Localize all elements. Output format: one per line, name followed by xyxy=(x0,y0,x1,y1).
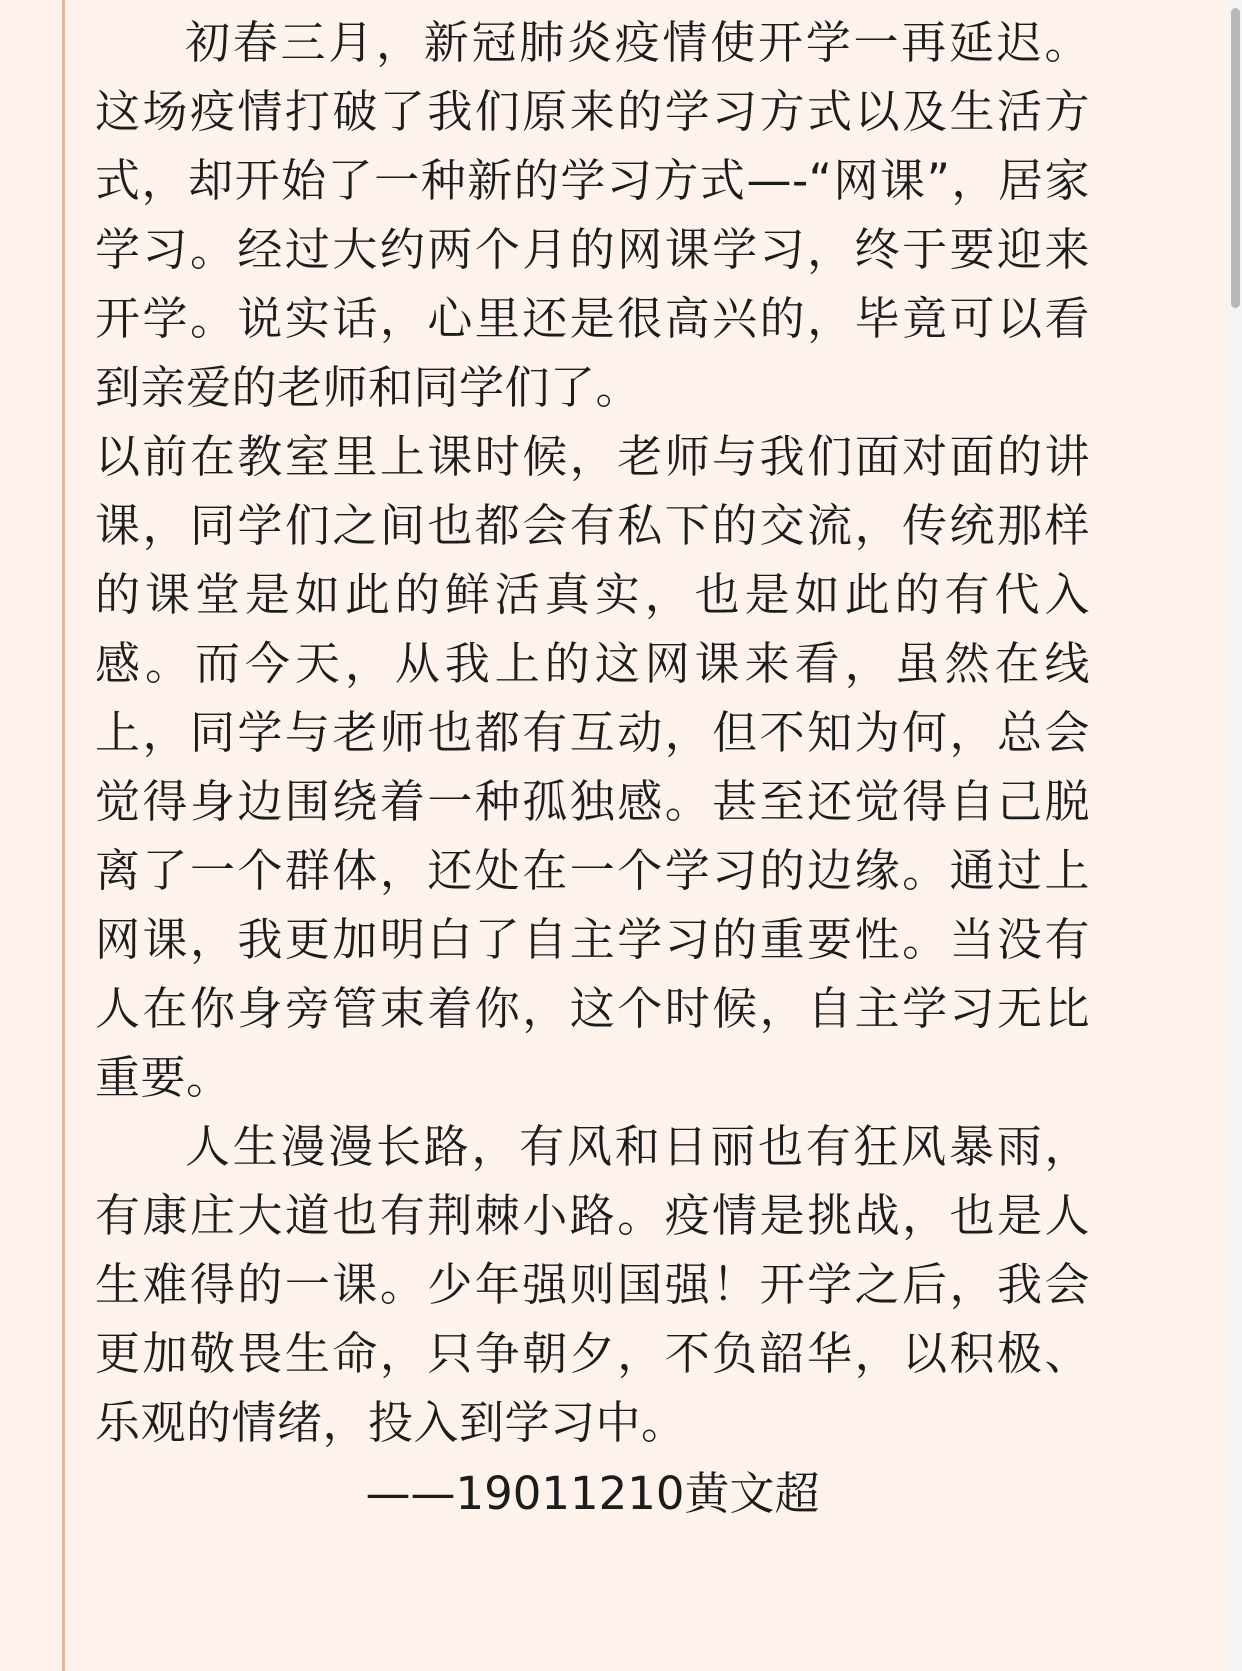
scrollbar-thumb[interactable] xyxy=(1231,8,1240,308)
paragraph-1: 初春三月，新冠肺炎疫情使开学一再延迟。这场疫情打破了我们原来的学习方式以及生活方式，却开始了一种新的学习方式—-“网课”，居家学习。经过大约两个月的网课学习，终于要迎来开学。说实话，心里还是很高兴的，毕竟可以看到亲爱的老师和同学们了。 xyxy=(95,16,1090,414)
left-margin-strip xyxy=(0,0,62,1671)
margin-rule-line xyxy=(62,0,65,1671)
author-signature: ——19011210黄文超 xyxy=(365,1467,820,1520)
document-body xyxy=(95,8,1090,1528)
paragraph-2: 以前在教室里上课时候，老师与我们面对面的讲课，同学们之间也都会有私下的交流，传统那样的课堂是如此的鲜活真实，也是如此的有代入感。而今天，从我上的这网课来看，虽然在线上，同学与老师也都有互动，但不知为何，总会觉得身边围绕着一种孤独感。甚至还觉得自己脱离了一个群体，还处在一个学习的边缘。通过上网课，我更加明白了自主学习的重要性。当没有人在你身旁管束着你，这个时候，自主学习无比重要。 xyxy=(95,430,1090,1104)
paragraph-3: 人生漫漫长路，有风和日丽也有狂风暴雨，有康庄大道也有荆棘小路。疫情是挑战，也是人生难得的一课。少年强则国强！开学之后，我会更加敬畏生命，只争朝夕，不负韶华，以积极、乐观的情绪，投入到学习中。 xyxy=(95,1120,1090,1449)
vertical-scrollbar[interactable] xyxy=(1228,0,1242,1671)
